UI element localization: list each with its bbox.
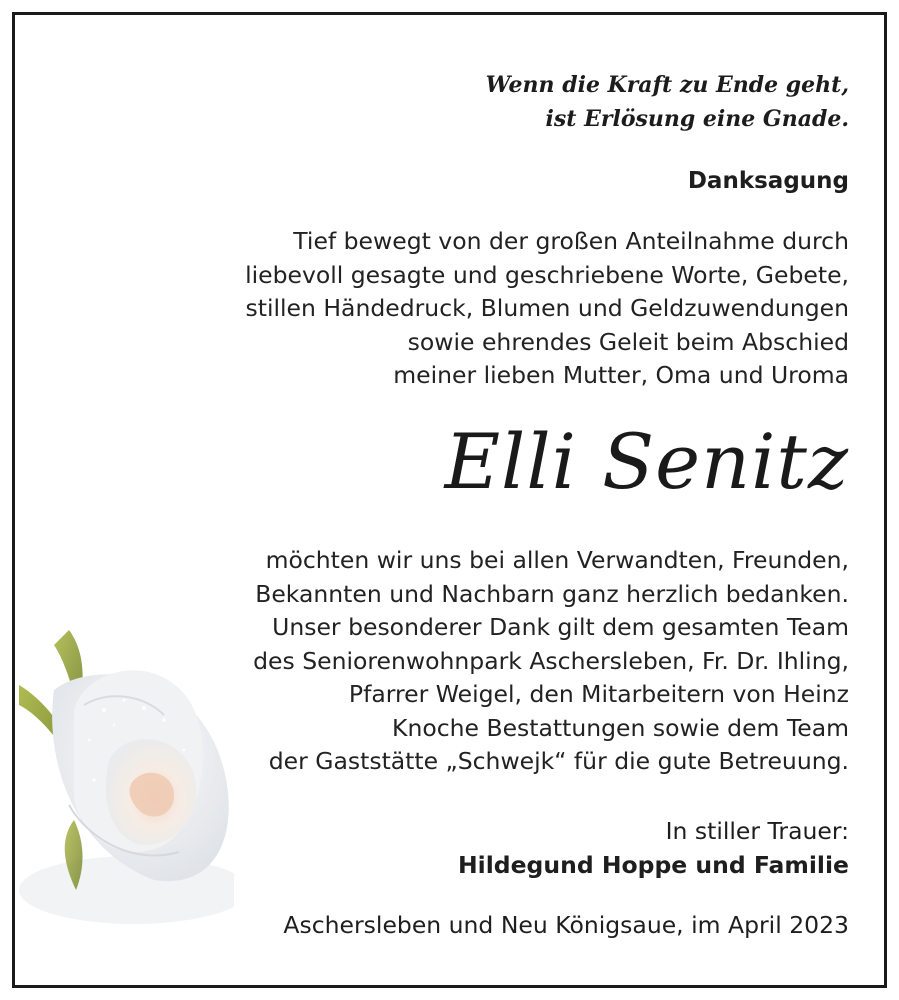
thanks-paragraph-1 <box>245 225 849 393</box>
paragraph-line: des Seniorenwohnpark Aschersleben, Fr. Dr. Ihling, <box>253 646 849 675</box>
white-rose-icon <box>14 590 234 930</box>
deceased-name: Elli Senitz <box>444 417 849 506</box>
paragraph-line: Knoche Bestattungen sowie dem Team <box>392 713 849 742</box>
paragraph-line: Tief bewegt von der großen Anteilnahme durch <box>293 227 849 255</box>
paragraph-line: sowie ehrendes Geleit beim Abschied <box>407 327 849 356</box>
paragraph-line: meiner lieben Mutter, Oma und Uroma <box>393 361 849 389</box>
thanks-paragraph-2 <box>253 544 849 779</box>
paragraph-line: Pfarrer Weigel, den Mitarbeitern von Heinz <box>348 680 849 708</box>
motto-line-2: ist Erlösung eine Gnade. <box>545 106 849 132</box>
paragraph-line: Bekannten und Nachbarn ganz herzlich bedanken. <box>255 579 849 608</box>
motto <box>486 68 849 136</box>
paragraph-line: der Gaststätte „Schwejk“ für die gute Betreuung. <box>268 747 849 775</box>
paragraph-line: stillen Händedruck, Blumen und Geldzuwendungen <box>245 294 849 322</box>
paragraph-line: liebevoll gesagte und geschriebene Worte, Gebete, <box>245 260 849 289</box>
signature-intro: In stiller Trauer: <box>665 817 849 845</box>
signature-family: Hildegund Hoppe und Familie <box>458 851 849 879</box>
heading: Danksagung <box>687 168 849 194</box>
paragraph-line: möchten wir uns bei allen Verwandten, Freunden, <box>265 546 849 574</box>
place-date: Aschersleben und Neu Königsaue, im April 2023 <box>283 911 849 939</box>
paragraph-line: Unser besonderer Dank gilt dem gesamten Team <box>272 613 849 641</box>
motto-line-1: Wenn die Kraft zu Ende geht, <box>485 72 849 98</box>
